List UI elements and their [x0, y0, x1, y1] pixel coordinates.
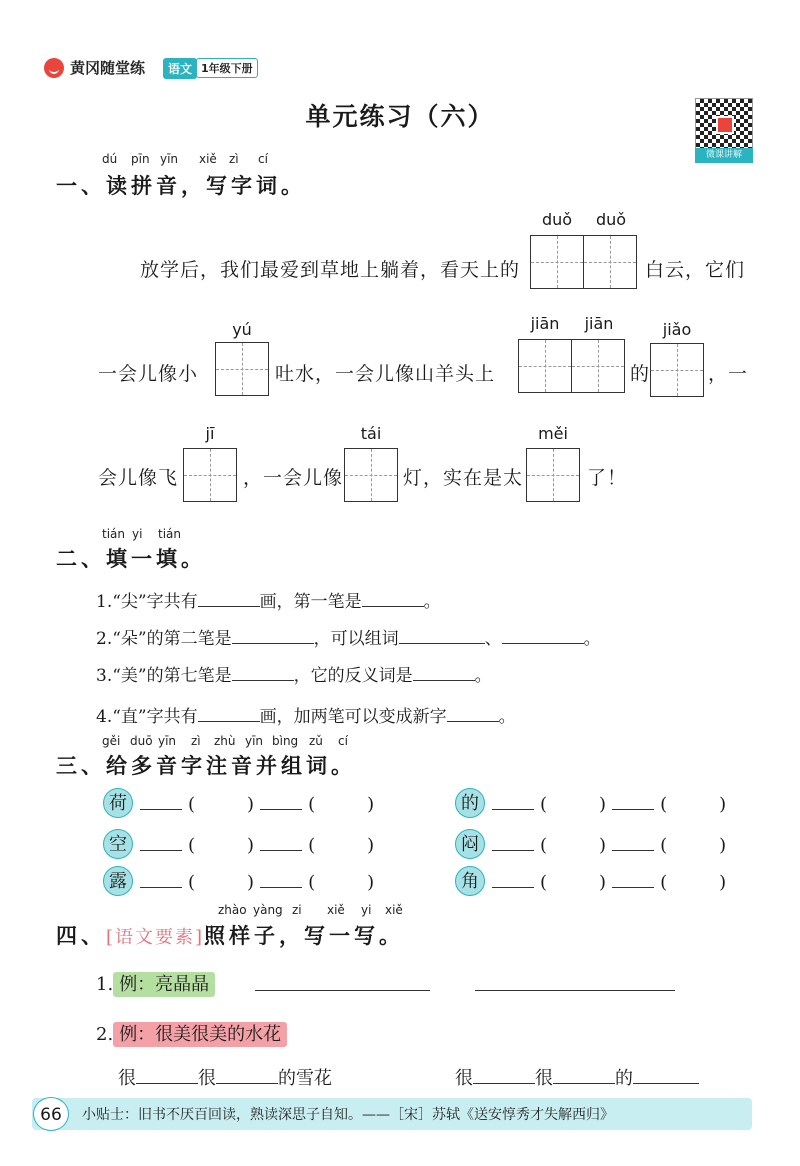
section-1-title: 一、读拼音，写字词。	[56, 173, 306, 198]
paren: (	[540, 794, 548, 815]
paren: )	[247, 872, 255, 893]
s3-pinyin-7: bìng	[272, 734, 299, 748]
blank[interactable]	[399, 626, 485, 644]
fill-text: ，可以组词	[313, 629, 399, 649]
pattern-text: 很	[535, 1068, 553, 1089]
paren: (	[660, 835, 668, 856]
pinyin-jiao: jiǎo	[662, 320, 692, 339]
paren: )	[599, 835, 607, 856]
grid-cell[interactable]	[571, 339, 625, 393]
poly-row-left-3	[103, 866, 133, 896]
paren: (	[308, 835, 316, 856]
poly-row-left-1	[103, 788, 133, 818]
pattern-text: 的雪花	[278, 1068, 332, 1089]
fill-item-4	[96, 702, 516, 727]
blank[interactable]	[447, 704, 499, 722]
fill-item-1	[96, 587, 441, 612]
blank[interactable]	[260, 791, 302, 810]
s3-pinyin-9: cí	[338, 734, 348, 748]
pinyin-jian-2: jiān	[584, 314, 614, 333]
pinyin-ji: jī	[205, 424, 215, 443]
blank[interactable]	[136, 1065, 198, 1084]
paren: )	[247, 794, 255, 815]
s1-line3-mid: ，一会儿像	[243, 467, 344, 489]
blank[interactable]	[633, 1065, 699, 1084]
poly-blanks-right-1	[492, 791, 732, 815]
blank[interactable]	[492, 869, 534, 888]
section-4-tag: [语文要素]	[106, 927, 205, 948]
example-2	[96, 1020, 287, 1046]
paren: )	[719, 794, 727, 815]
grid-yu[interactable]	[215, 342, 269, 396]
s1-pinyin-yin: yīn	[160, 152, 179, 166]
s1-pinyin-pin: pīn	[131, 152, 150, 166]
grade-badge: 1年级下册	[196, 58, 258, 78]
s1-line3-tail: 了！	[587, 467, 628, 489]
page-title: 单元练习（六）	[305, 102, 495, 131]
blank[interactable]	[492, 791, 534, 810]
s3-pinyin-5: zhù	[214, 734, 236, 748]
poly-blanks-left-3	[140, 869, 380, 893]
pinyin-tai: tái	[360, 424, 382, 443]
poly-row-right-2	[455, 829, 485, 859]
poly-blanks-left-1	[140, 791, 380, 815]
paren: )	[367, 794, 375, 815]
paren: )	[719, 835, 727, 856]
s1-line1-text: 放学后，我们最爱到草地上躺着，看天上的	[140, 259, 521, 281]
pattern-text: 很	[198, 1068, 216, 1089]
pattern-row-a	[118, 1064, 332, 1090]
s1-line2-mid: 吐水，一会儿像山羊头上	[275, 363, 496, 385]
blank[interactable]	[553, 1065, 615, 1084]
blank[interactable]	[232, 663, 294, 681]
s4-pinyin-3: zi	[292, 903, 302, 917]
paren: (	[188, 794, 196, 815]
blank[interactable]	[612, 791, 654, 810]
logo-icon	[44, 58, 64, 78]
s2-pinyin-2: yi	[132, 527, 143, 541]
paren: )	[247, 835, 255, 856]
grid-cell[interactable]	[518, 339, 572, 393]
fill-text: 2.“朵”的第二笔是	[96, 629, 232, 649]
example-1-text: 例：亮晶晶	[113, 972, 215, 997]
s4-pinyin-1: zhào	[218, 903, 247, 917]
pattern-text: 很	[455, 1068, 473, 1089]
fill-text: 。	[583, 629, 601, 649]
fill-text: 画，第一笔是	[259, 592, 362, 612]
grid-jianjian[interactable]	[518, 339, 625, 393]
fill-text: 1.“尖”字共有	[96, 592, 198, 612]
grid-cell[interactable]	[650, 343, 704, 397]
s1-line3-mid2: 灯，实在是太	[403, 467, 524, 489]
poly-char: 的	[455, 788, 485, 818]
s1-line3-text: 会儿像飞	[98, 467, 179, 489]
section-4-text: 照样子，写一写。	[204, 923, 405, 948]
s4-pinyin-4: xiě	[327, 903, 345, 917]
s1-pinyin-du: dú	[102, 152, 118, 166]
s1-pinyin-zi: zì	[229, 152, 239, 166]
fill-item-2	[96, 624, 601, 649]
s3-pinyin-3: yīn	[158, 734, 177, 748]
s1-line1-tail: 白云，它们	[645, 259, 746, 281]
blank[interactable]	[140, 832, 182, 851]
blank[interactable]	[502, 626, 584, 644]
s3-pinyin-8: zǔ	[309, 734, 323, 748]
example-1	[96, 970, 215, 996]
grid-cell[interactable]	[530, 235, 584, 289]
paren: (	[660, 872, 668, 893]
grid-cell[interactable]	[526, 448, 580, 502]
blank[interactable]	[198, 589, 260, 607]
grid-cell[interactable]	[583, 235, 637, 289]
blank[interactable]	[260, 832, 302, 851]
blank[interactable]	[612, 869, 654, 888]
poly-char: 闷	[455, 829, 485, 859]
s4-pinyin-5: yi	[361, 903, 372, 917]
fill-text: ，它的反义词是	[293, 666, 413, 686]
subject-badge: 语文	[163, 58, 197, 79]
s1-line2-de: 的	[630, 363, 651, 385]
footer-tip: 小贴士：旧书不厌百回读，熟读深思子自知。——［宋］苏轼《送安惇秀才失解西归》	[82, 1107, 614, 1123]
grid-duoduo[interactable]	[530, 235, 637, 289]
poly-char: 空	[103, 829, 133, 859]
answer-line-1b[interactable]	[475, 990, 675, 991]
section-2-title: 二、填一填。	[56, 546, 206, 571]
poly-char: 露	[103, 866, 133, 896]
grid-jiao[interactable]	[650, 343, 704, 397]
paren: (	[660, 794, 668, 815]
example-1-num: 1.	[96, 974, 114, 995]
blank[interactable]	[198, 704, 260, 722]
section-3-title: 三、给多音字注音并组词。	[56, 753, 356, 778]
fill-item-3	[96, 661, 492, 686]
fill-text: 3.“美”的第七笔是	[96, 666, 232, 686]
poly-row-left-2	[103, 829, 133, 859]
example-2-num: 2.	[96, 1024, 114, 1045]
s3-pinyin-6: yīn	[245, 734, 264, 748]
blank[interactable]	[473, 1065, 535, 1084]
blank[interactable]	[140, 869, 182, 888]
section-4-prefix: 四、	[56, 923, 106, 948]
paren: )	[719, 872, 727, 893]
fill-text: 。	[474, 666, 492, 686]
pinyin-jian-1: jiān	[530, 314, 560, 333]
poly-blanks-right-3	[492, 869, 732, 893]
s3-pinyin-4: zì	[191, 734, 201, 748]
poly-char: 角	[455, 866, 485, 896]
grid-cell[interactable]	[215, 342, 269, 396]
brand-name: 黄冈随堂练	[70, 59, 146, 77]
poly-row-right-1	[455, 788, 485, 818]
blank[interactable]	[362, 589, 424, 607]
blank[interactable]	[216, 1065, 278, 1084]
fill-text: 画，加两笔可以变成新字	[259, 707, 447, 727]
qr-label: 微课讲解	[695, 148, 753, 163]
grid-cell[interactable]	[344, 448, 398, 502]
grid-mei[interactable]	[526, 448, 580, 502]
s4-pinyin-2: yàng	[253, 903, 283, 917]
poly-blanks-right-2	[492, 832, 732, 856]
paren: (	[540, 872, 548, 893]
paren: )	[367, 835, 375, 856]
pinyin-duo-1: duǒ	[541, 210, 573, 229]
fill-text: 。	[423, 592, 441, 612]
paren: )	[599, 794, 607, 815]
blank[interactable]	[413, 663, 475, 681]
s3-pinyin-2: duō	[130, 734, 153, 748]
answer-line-1a[interactable]	[255, 990, 430, 991]
grid-cell[interactable]	[183, 448, 237, 502]
page-number: 66	[33, 1097, 69, 1131]
paren: (	[308, 794, 316, 815]
paren: )	[599, 872, 607, 893]
s1-line2-text: 一会儿像小	[98, 363, 199, 385]
pattern-row-b	[455, 1064, 699, 1090]
example-2-text: 例：很美很美的水花	[113, 1022, 287, 1047]
poly-char: 荷	[103, 788, 133, 818]
fill-text: 。	[498, 707, 516, 727]
poly-row-right-3	[455, 866, 485, 896]
poly-blanks-left-2	[140, 832, 380, 856]
fill-text: 4.“直”字共有	[96, 707, 198, 727]
paren: )	[367, 872, 375, 893]
blank[interactable]	[612, 832, 654, 851]
paren: (	[308, 872, 316, 893]
paren: (	[188, 872, 196, 893]
section-4-title	[56, 920, 404, 950]
paren: (	[540, 835, 548, 856]
s4-pinyin-6: xiě	[385, 903, 403, 917]
pinyin-duo-2: duǒ	[595, 210, 627, 229]
grid-tai[interactable]	[344, 448, 398, 502]
qr-center-mark	[716, 116, 734, 134]
s1-pinyin-xie: xiě	[199, 152, 217, 166]
s1-pinyin-ci: cí	[258, 152, 268, 166]
s3-pinyin-1: gěi	[102, 734, 121, 748]
blank[interactable]	[232, 626, 314, 644]
s2-pinyin-3: tián	[158, 527, 181, 541]
blank[interactable]	[260, 869, 302, 888]
pinyin-yu: yú	[232, 320, 252, 339]
grid-ji[interactable]	[183, 448, 237, 502]
blank[interactable]	[140, 791, 182, 810]
s1-line2-tail: ，一	[708, 363, 749, 385]
pattern-text: 很	[118, 1068, 136, 1089]
pinyin-mei: měi	[538, 424, 568, 443]
paren: (	[188, 835, 196, 856]
s2-pinyin-1: tián	[102, 527, 125, 541]
blank[interactable]	[492, 832, 534, 851]
pattern-text: 的	[615, 1068, 633, 1089]
fill-text: 、	[484, 629, 502, 649]
